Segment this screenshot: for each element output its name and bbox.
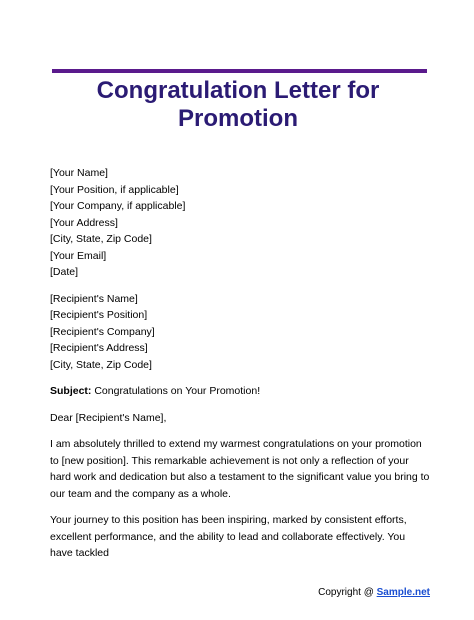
subject-label: Subject:	[50, 385, 92, 397]
body-paragraph-2: Your journey to this position has been inspiring, marked by consistent efforts, excellent performance, and the ability to lead and collaborate effectively. You have tackled	[50, 514, 407, 559]
recipient-company-line: [Recipient's Company]	[50, 325, 155, 338]
letter-content	[50, 165, 430, 562]
copyright-text: Copyright @	[318, 587, 377, 598]
document-title: Congratulation Letter for Promotion	[96, 77, 380, 132]
subject-line	[50, 383, 430, 400]
subject-text: Congratulations on Your Promotion!	[91, 385, 261, 397]
title-divider	[52, 69, 427, 73]
sender-email-line: [Your Email]	[50, 249, 107, 262]
recipient-city-line: [City, State, Zip Code]	[50, 358, 152, 371]
sender-date-line: [Date]	[50, 266, 79, 278]
body-paragraph-1: I am absolutely thrilled to extend my warmest congratulations on your promotion to [new position]. This remarkable achievement is not only a reflection of your hard work and dedication but also a testament to the significant value you bring to our team and the company as a whole.	[50, 438, 430, 500]
sender-company-line: [Your Company, if applicable]	[50, 200, 186, 212]
sender-city-line: [City, State, Zip Code]	[50, 233, 152, 245]
recipient-name-line: [Recipient's Name]	[50, 292, 138, 305]
recipient-address-line: [Recipient's Address]	[50, 342, 148, 354]
sender-position-line: [Your Position, if applicable]	[50, 183, 179, 196]
sender-address-line: [Your Address]	[50, 216, 118, 229]
recipient-position-line: [Recipient's Position]	[50, 309, 148, 321]
sender-block	[50, 165, 430, 281]
salutation: Dear [Recipient's Name],	[50, 411, 167, 424]
sender-name-line: [Your Name]	[50, 167, 108, 179]
recipient-block	[50, 291, 430, 374]
sample-net-link[interactable]: Sample.net	[376, 587, 430, 598]
copyright-footer	[300, 586, 430, 600]
